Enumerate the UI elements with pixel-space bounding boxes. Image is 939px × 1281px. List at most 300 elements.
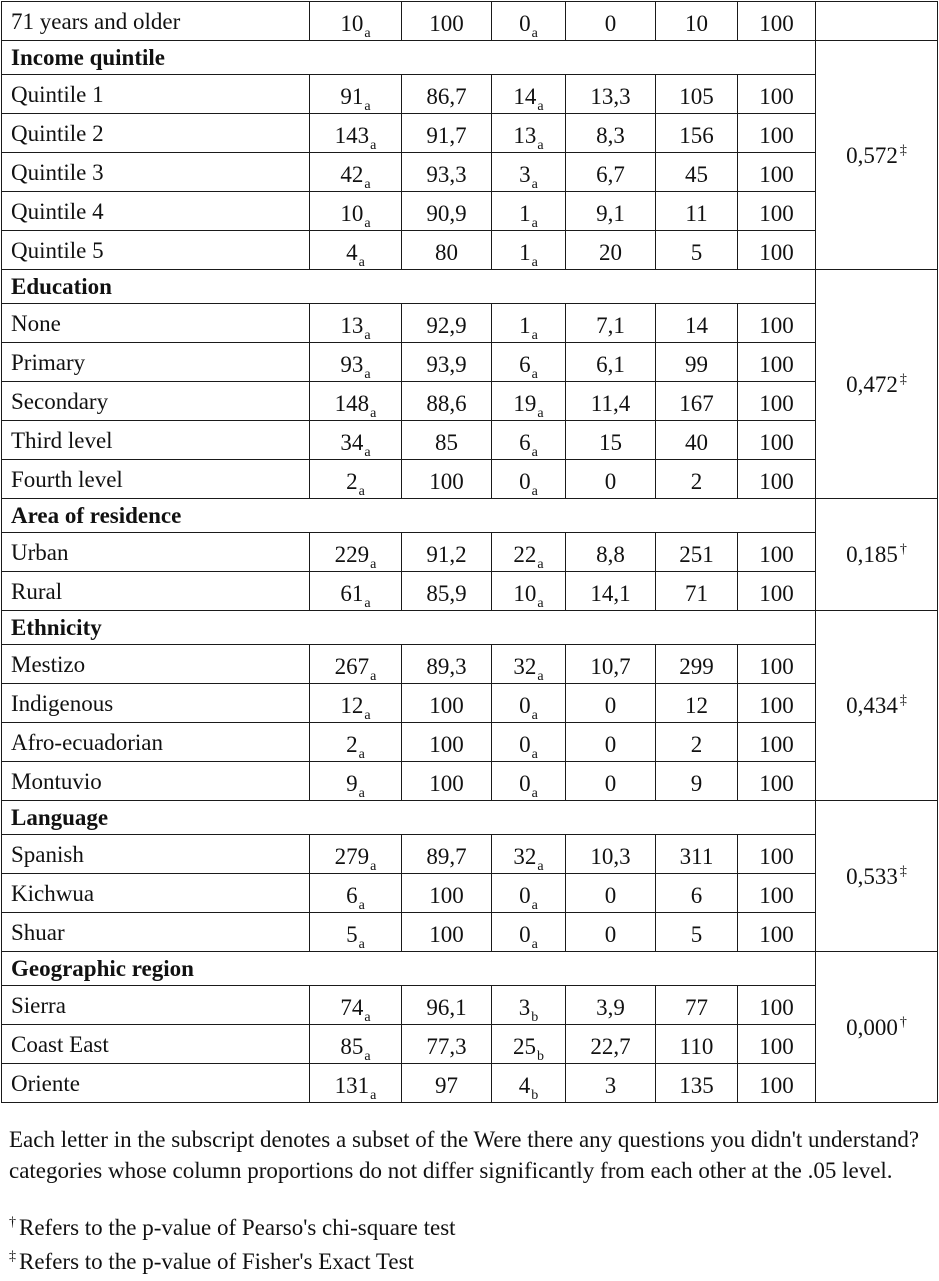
cell-value: 3 [604,1072,617,1098]
cell-value: 100 [759,200,794,226]
subscript-letter: a [537,556,544,572]
cell-value: 100 [759,83,794,109]
table-row [2,684,938,723]
p-value: 0,472 [846,371,898,397]
table-cell [566,343,656,382]
cell-value: 3 [518,994,531,1020]
cell-value: 11 [685,200,708,226]
table-cell [656,1025,738,1064]
results-table [1,1,938,1103]
cell-value: 148 [334,390,370,416]
cell-value: 100 [429,731,464,757]
row-label: Spanish [2,835,310,874]
cell-value: 42 [340,161,364,187]
cell-value: 92,9 [426,312,467,338]
cell-value: 229 [334,541,370,567]
table-cell [310,2,402,41]
footnote-pearson-text: Refers to the p-value of Pearso's chi-square test [19,1215,456,1240]
cell-value: 91 [340,83,364,109]
table-cell [310,533,402,572]
table-cell [656,986,738,1025]
table-cell [402,114,492,153]
table-cell [738,1025,816,1064]
cell-value: 5 [690,239,703,265]
table-cell [492,2,566,41]
table-cell [566,684,656,723]
cell-value: 45 [685,161,708,187]
cell-value: 6 [346,882,358,908]
table-row [2,533,938,572]
cell-value: 93,9 [426,351,467,377]
p-value: 0,533 [846,863,898,889]
p-value-cell [816,270,938,499]
footnote-fisher [9,1246,934,1281]
cell-value: 100 [759,390,794,416]
subscript-letter: a [531,176,538,192]
table-cell [402,572,492,611]
table-cell [492,762,566,801]
table-cell [310,304,402,343]
cell-value: 110 [679,1033,714,1059]
row-label: Indigenous [2,684,310,723]
cell-value: 3,9 [596,994,625,1020]
cell-value: 8,8 [596,541,625,567]
table-cell [656,874,738,913]
table-cell [656,75,738,114]
subscript-letter: a [358,746,365,762]
subscript-letter: a [364,327,371,343]
table-cell [738,913,816,952]
double-dagger-mark: ‡ [9,1249,16,1264]
table-row [2,382,938,421]
table-cell [402,533,492,572]
table-cell [566,2,656,41]
cell-value: 100 [759,1033,794,1059]
table-cell [656,1064,738,1103]
subscript-letter: a [370,858,377,874]
cell-value: 6,7 [596,161,625,187]
table-row [2,75,938,114]
subscript-letter: a [358,483,365,499]
row-label: 71 years and older [2,2,310,41]
cell-value: 25 [513,1033,536,1059]
table-cell [566,421,656,460]
cell-value: 100 [429,468,464,494]
subscript-letter: a [370,1087,377,1103]
cell-value: 1 [519,239,531,265]
table-row [2,645,938,684]
table-cell [738,986,816,1025]
cell-value: 100 [759,161,794,187]
table-cell [402,1025,492,1064]
table-cell [402,231,492,270]
cell-value: 100 [759,770,794,796]
table-cell [402,421,492,460]
table-cell [310,874,402,913]
subscript-letter: a [358,785,365,801]
p-value-mark: ‡ [899,863,907,879]
row-label: Primary [2,343,310,382]
subscript-letter: a [370,556,377,572]
cell-value: 91,2 [426,541,467,567]
row-label: Quintile 4 [2,192,310,231]
cell-value: 6,1 [596,351,625,377]
table-cell [566,382,656,421]
table-cell [738,192,816,231]
p-value-mark: † [899,542,907,557]
cell-value: 135 [679,1072,714,1098]
cell-value: 100 [759,122,794,148]
cell-value: 2 [690,468,703,494]
cell-value: 10 [513,580,537,606]
subscript-letter: a [537,137,544,153]
cell-value: 100 [759,312,794,338]
cell-value: 80 [435,239,458,265]
p-value-cell [816,952,938,1103]
cell-value: 89,7 [426,843,467,869]
cell-value: 0 [604,468,617,494]
subscript-letter: a [537,668,544,684]
cell-value: 267 [334,653,370,679]
table-row [2,835,938,874]
table-row [2,572,938,611]
subscript-letter: a [531,897,538,913]
cell-value: 61 [340,580,364,606]
cell-value: 100 [759,351,794,377]
section-header-row [2,499,938,533]
cell-value: 93,3 [426,161,467,187]
table-row [2,1064,938,1103]
table-cell [310,231,402,270]
cell-value: 100 [759,580,794,606]
cell-value: 10 [340,10,364,36]
table-cell [310,572,402,611]
cell-value: 0 [604,10,617,36]
table-cell [656,572,738,611]
table-cell [402,192,492,231]
subscript-letter: a [537,858,544,874]
cell-value: 6 [519,351,531,377]
cell-value: 0 [604,882,617,908]
cell-value: 131 [334,1072,370,1098]
cell-value: 86,7 [426,83,467,109]
subscript-letter: a [364,1048,371,1064]
table-cell [566,75,656,114]
cell-value: 299 [679,653,714,679]
table-cell [566,192,656,231]
table-cell [402,1064,492,1103]
table-cell [738,421,816,460]
table-cell [566,1064,656,1103]
table-cell [738,1064,816,1103]
table-cell [310,1025,402,1064]
cell-value: 14,1 [590,580,631,606]
p-value-mark: ‡ [899,371,907,387]
cell-value: 14 [513,83,537,109]
section-header-row [2,611,938,645]
cell-value: 13 [340,312,364,338]
table-cell [492,533,566,572]
table-cell [492,1025,566,1064]
cell-value: 100 [759,994,794,1020]
table-cell [492,75,566,114]
table-cell [656,645,738,684]
subscript-letter: a [370,137,377,153]
table-cell [310,913,402,952]
table-cell [310,114,402,153]
cell-value: 0 [604,921,617,947]
cell-value: 77 [685,994,708,1020]
subscript-letter: a [370,405,377,421]
cell-value: 100 [429,10,464,36]
cell-value: 100 [759,843,794,869]
empty-cell [816,2,938,41]
subscript-letter: a [364,215,371,231]
subscript-letter: a [531,254,538,270]
table-cell [566,572,656,611]
table-cell [310,75,402,114]
p-value-mark: † [899,1014,907,1030]
cell-value: 32 [513,653,537,679]
table-cell [738,382,816,421]
subscript-letter: a [364,176,371,192]
cell-value: 0 [604,692,617,718]
section-header-row [2,952,938,986]
p-value: 0,185 [846,542,898,567]
table-cell [566,460,656,499]
table-cell [492,343,566,382]
cell-value: 10,7 [590,653,631,679]
cell-value: 0 [519,468,531,494]
table-row [2,153,938,192]
dagger-mark: † [9,1215,16,1230]
section-header-row [2,270,938,304]
table-cell [402,684,492,723]
subscript-letter: a [364,595,371,611]
table-cell [402,835,492,874]
footnote-fisher-text: Refers to the p-value of Fisher's Exact Test [19,1249,414,1274]
cell-value: 1 [519,312,531,338]
table-cell [738,723,816,762]
table-cell [656,231,738,270]
cell-value: 10 [685,10,708,36]
table-row [2,762,938,801]
table-cell [492,231,566,270]
row-label: Rural [2,572,310,611]
cell-value: 5 [346,921,358,947]
table-cell [402,762,492,801]
table-cell [492,986,566,1025]
p-value-cell [816,499,938,611]
subscript-letter: a [358,936,365,952]
subscript-letter: b [531,1009,539,1025]
table-row [2,874,938,913]
table-cell [738,645,816,684]
table-cell [310,835,402,874]
subscript-letter: b [531,1087,539,1103]
row-label: Secondary [2,382,310,421]
cell-value: 0 [519,10,531,36]
table-cell [566,762,656,801]
table-cell [656,762,738,801]
cell-value: 9 [346,770,358,796]
cell-value: 90,9 [426,200,467,226]
cell-value: 9 [690,770,703,796]
row-label: Quintile 2 [2,114,310,153]
section-title: Income quintile [2,41,816,75]
table-cell [656,460,738,499]
cell-value: 0 [519,770,531,796]
cell-value: 20 [599,239,622,265]
cell-value: 100 [759,468,794,494]
p-value: 0,000 [846,1014,898,1040]
cell-value: 100 [759,429,794,455]
table-cell [566,913,656,952]
cell-value: 100 [429,770,464,796]
table-cell [656,533,738,572]
section-header-row [2,801,938,835]
p-value-mark: ‡ [899,693,907,708]
table-row [2,2,938,41]
table-cell [656,304,738,343]
cell-value: 19 [513,390,537,416]
table-cell [738,874,816,913]
subscript-letter: a [531,25,538,41]
table-cell [402,723,492,762]
cell-value: 14 [685,312,708,338]
table-cell [402,645,492,684]
table-cell [656,835,738,874]
cell-value: 15 [599,429,622,455]
cell-value: 0 [604,770,617,796]
table-cell [402,343,492,382]
cell-value: 100 [759,882,794,908]
row-label: Fourth level [2,460,310,499]
subscript-letter: a [531,785,538,801]
table-cell [656,114,738,153]
footnote-pearson [9,1212,934,1247]
subscript-letter: a [364,25,371,41]
cell-value: 5 [690,921,703,947]
cell-value: 100 [759,10,794,36]
table-cell [310,762,402,801]
cell-value: 93 [340,351,364,377]
p-value: 0,434 [846,693,898,718]
table-row [2,421,938,460]
table-cell [492,192,566,231]
subscript-letter: a [531,936,538,952]
cell-value: 74 [340,994,364,1020]
subscript-letter: a [537,595,544,611]
row-label: None [2,304,310,343]
subscript-letter: a [370,668,377,684]
cell-value: 71 [685,580,708,606]
cell-value: 167 [679,390,714,416]
row-label: Third level [2,421,310,460]
cell-value: 91,7 [426,122,467,148]
cell-value: 0 [519,692,531,718]
cell-value: 0 [519,921,531,947]
table-cell [656,2,738,41]
cell-value: 32 [513,843,537,869]
row-label: Coast East [2,1025,310,1064]
subscript-letter: b [537,1048,544,1064]
table-cell [310,421,402,460]
table-cell [402,382,492,421]
cell-value: 77,3 [426,1033,467,1059]
table-cell [738,533,816,572]
table-cell [656,153,738,192]
cell-value: 0 [604,731,617,757]
cell-value: 2 [346,468,358,494]
subscript-letter: a [364,98,371,114]
table-cell [566,986,656,1025]
row-label: Quintile 3 [2,153,310,192]
cell-value: 0 [519,731,531,757]
table-cell [656,723,738,762]
cell-value: 10 [340,200,364,226]
cell-value: 4 [346,239,358,265]
cell-value: 34 [340,429,364,455]
table-cell [492,421,566,460]
table-cell [738,460,816,499]
table-cell [492,572,566,611]
table-cell [738,2,816,41]
p-value-cell [816,801,938,952]
table-cell [310,645,402,684]
p-value-cell [816,41,938,270]
row-label: Oriente [2,1064,310,1103]
table-cell [566,153,656,192]
table-cell [402,2,492,41]
table-row [2,343,938,382]
table-cell [566,874,656,913]
subscript-letter: a [531,444,538,460]
table-cell [738,343,816,382]
cell-value: 9,1 [596,200,625,226]
cell-value: 6 [519,429,531,455]
row-label: Urban [2,533,310,572]
section-title: Area of residence [2,499,816,533]
table-cell [310,684,402,723]
table-cell [492,684,566,723]
cell-value: 251 [679,541,714,567]
table-row [2,192,938,231]
table-row [2,913,938,952]
cell-value: 40 [685,429,708,455]
table-row [2,231,938,270]
cell-value: 6 [690,882,703,908]
cell-value: 143 [334,122,370,148]
row-label: Quintile 5 [2,231,310,270]
cell-value: 100 [429,921,464,947]
table-cell [402,304,492,343]
table-cell [566,1025,656,1064]
p-value-mark: ‡ [899,142,907,158]
table-cell [492,304,566,343]
table-cell [492,835,566,874]
cell-value: 3 [519,161,531,187]
subscript-letter: a [364,1009,371,1025]
section-title: Language [2,801,816,835]
table-cell [492,723,566,762]
p-value-cell [816,611,938,801]
table-cell [402,986,492,1025]
table-cell [656,421,738,460]
table-cell [492,153,566,192]
cell-value: 100 [429,692,464,718]
table-cell [492,645,566,684]
